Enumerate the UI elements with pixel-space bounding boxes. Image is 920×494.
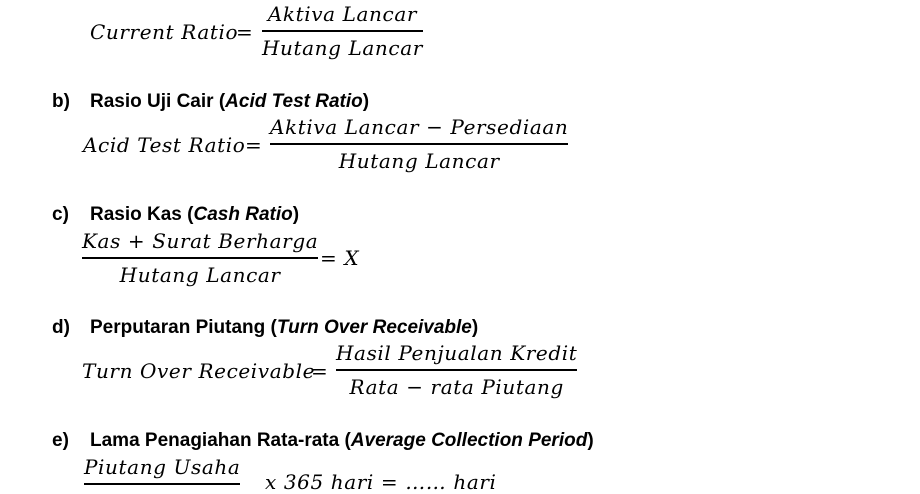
- formula-b-equals: =: [245, 133, 263, 157]
- formula-c-fraction: [82, 227, 318, 289]
- formula-e-fraction: [84, 453, 240, 487]
- section-c-title-close: ): [292, 204, 300, 225]
- formula-d-fraction: [336, 339, 577, 401]
- formula-a-lhs: Current Ratio: [90, 20, 239, 44]
- section-e-title-close: ): [587, 430, 594, 451]
- formula-b-numerator: Aktiva Lancar − Persediaan: [270, 115, 569, 139]
- formula-c-denominator: Hutang Lancar: [119, 262, 281, 287]
- section-c-title: Rasio Kas (: [90, 204, 194, 225]
- formula-e-rest: x 365 hari = …… hari: [265, 470, 497, 494]
- section-e-title-italic: Average Collection Period: [350, 430, 588, 451]
- section-e-heading: [52, 430, 594, 452]
- section-b-heading: [52, 91, 369, 113]
- section-d-title: Perputaran Piutang (: [90, 317, 277, 338]
- section-e-marker: e): [52, 430, 69, 451]
- section-b-marker: b): [52, 91, 70, 112]
- formula-c-rhs: = X: [320, 246, 360, 270]
- formula-b-denominator: Hutang Lancar: [338, 148, 500, 173]
- fraction-bar: [262, 30, 423, 32]
- formula-e-numerator: Piutang Usaha: [84, 455, 241, 479]
- fraction-bar: [84, 483, 240, 485]
- fraction-bar: [270, 143, 568, 145]
- formula-a-denominator: Hutang Lancar: [262, 35, 423, 60]
- section-c-heading: [52, 204, 299, 226]
- section-d-title-italic: Turn Over Receivable: [276, 317, 472, 338]
- formula-d-equals: =: [311, 359, 329, 383]
- formula-a-fraction: [262, 0, 423, 62]
- formula-a-equals: =: [236, 20, 254, 44]
- formula-d-lhs: Turn Over Receivable: [82, 359, 316, 383]
- section-b-title: Rasio Uji Cair (: [90, 91, 226, 112]
- formula-d-numerator: Hasil Penjualan Kredit: [336, 341, 578, 365]
- section-d-marker: d): [52, 317, 70, 338]
- section-b-title-italic: Acid Test Ratio: [225, 91, 363, 112]
- section-d-title-close: ): [471, 317, 479, 338]
- formula-b-lhs: Acid Test Ratio: [83, 133, 246, 157]
- section-c-marker: c): [52, 204, 69, 225]
- fraction-bar: [336, 369, 577, 371]
- fraction-bar: [82, 257, 318, 259]
- formula-d-denominator: Rata − rata Piutang: [349, 374, 564, 399]
- section-e-title: Lama Penagiahan Rata-rata (: [90, 430, 351, 451]
- formula-c-numerator: Kas + Surat Berharga: [82, 229, 319, 253]
- formula-b-fraction: [270, 113, 568, 175]
- section-c-title-italic: Cash Ratio: [193, 204, 293, 225]
- section-d-heading: [52, 317, 478, 339]
- section-b-title-close: ): [362, 91, 370, 112]
- formula-a-numerator: Aktiva Lancar: [267, 2, 418, 26]
